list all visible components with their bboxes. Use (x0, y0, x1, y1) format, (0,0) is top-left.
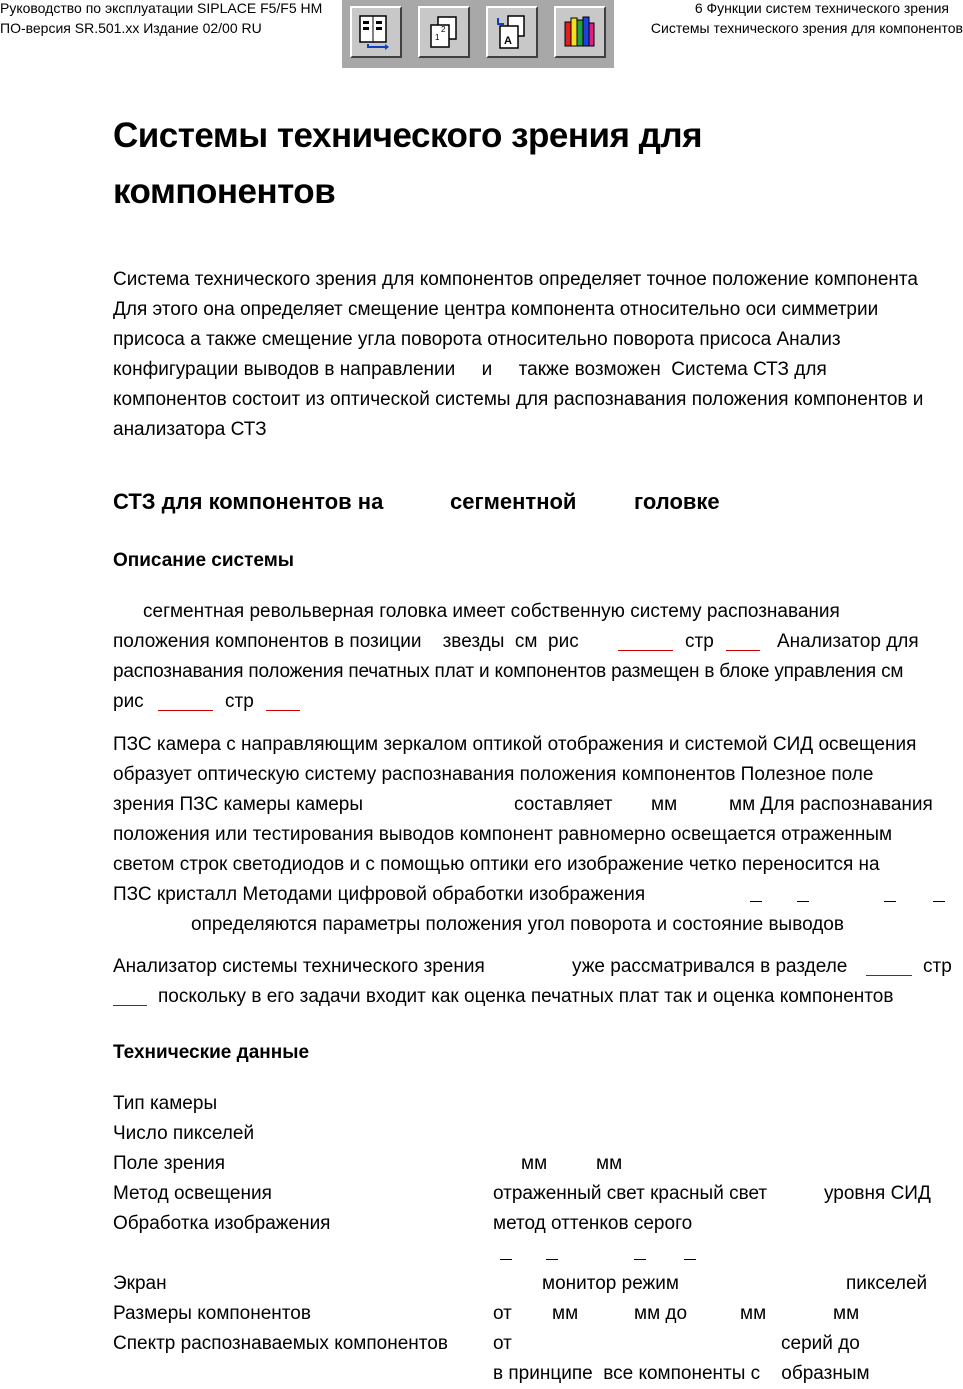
blank-dash (797, 887, 809, 902)
description-p1-fig-label: рис (113, 691, 144, 712)
svg-text:2: 2 (441, 25, 446, 34)
page-title-line2: компонентов (113, 172, 336, 211)
tech-label: Поле зрения (113, 1153, 225, 1174)
description-p2-line: зрения ПЗС камеры камеры (113, 794, 364, 815)
tech-label: Экран (113, 1273, 167, 1294)
description-p3-page-label: стр (923, 956, 952, 977)
tech-value: серий до (781, 1333, 860, 1354)
section-heading-part1: СТЗ для компонентов на (113, 489, 384, 514)
description-p2-line: образует оптическую систему распознавания положения компонентов Полезное поле (113, 764, 874, 785)
tech-value: от (493, 1333, 512, 1354)
tech-value: мм (552, 1303, 579, 1324)
tech-label: Размеры компонентов (113, 1303, 311, 1324)
tech-value: мм (596, 1153, 623, 1174)
blank-dash (933, 887, 945, 902)
library-books-icon (562, 14, 598, 50)
pages-icon (426, 14, 462, 50)
svg-text:A: A (504, 35, 512, 47)
blank-dash (634, 1245, 646, 1260)
figure-reference-link[interactable] (158, 690, 213, 711)
intro-line: конфигурации выводов в направлении и также возможен Система СТЗ для (113, 359, 827, 380)
tech-label: Метод освещения (113, 1183, 272, 1204)
tech-value: мм (521, 1153, 548, 1174)
description-p3-line: поскольку в его задачи входит как оценка печатных плат так и оценка компонентов (158, 986, 894, 1007)
tech-value: мм (740, 1303, 767, 1324)
pages-button[interactable] (418, 6, 470, 58)
description-p1-line: распознавания положения печатных плат и компонентов размещен в блоке управления см (113, 661, 904, 682)
tech-heading: Технические данные (113, 1042, 310, 1063)
section-heading-part3: головке (634, 489, 720, 514)
library-button[interactable] (554, 6, 606, 58)
blank-dash (684, 1245, 696, 1260)
description-p1-line: Анализатор для (777, 631, 919, 652)
blank-dash (500, 1245, 512, 1260)
figure-reference-link[interactable] (618, 630, 673, 651)
description-p1-page-label: стр (685, 631, 714, 652)
tech-value: монитор режим (542, 1273, 679, 1294)
intro-line: анализатора СТЗ (113, 419, 267, 440)
tech-value: от (493, 1303, 512, 1324)
tech-value: мм (833, 1303, 860, 1324)
header-manual-title: Руководство по эксплуатации SIPLACE F5/F5 HM (0, 0, 323, 16)
intro-line: Для этого она определяет смещение центра компонента относительно оси симметрии (113, 299, 879, 320)
table-of-contents-icon (358, 14, 394, 50)
description-p2-line: светом строк светодиодов и с помощью оптики его изображение четко переносится на (113, 854, 880, 875)
description-p2-fragment: мм Для распознавания (729, 794, 933, 815)
blank-dash (884, 887, 896, 902)
page-reference-link[interactable] (726, 630, 760, 651)
page-title (113, 108, 873, 220)
section-heading-part2: сегментной (450, 489, 577, 514)
description-p2-line: ПЗС кристалл Методами цифровой обработки изображения (113, 884, 646, 905)
intro-line: Система технического зрения для компонентов определяет точное положение компонента (113, 269, 918, 290)
tech-value: метод оттенков серого (493, 1213, 693, 1234)
description-p2-unit: мм (651, 794, 678, 815)
tech-value: уровня СИД (824, 1183, 931, 1204)
page-reference-link[interactable] (113, 985, 147, 1006)
intro-line: компонентов состоит из оптической системы для распознавания положения компонентов и (113, 389, 924, 410)
description-p3-line: Анализатор системы технического зрения (113, 956, 485, 977)
header-section: Системы технического зрения для компонентов (650, 20, 963, 36)
tech-value: в принципе все компоненты с образным (493, 1363, 870, 1384)
description-p2-line: ПЗС камера с направляющим зеркалом оптикой отображения и системой СИД освещения (113, 734, 917, 755)
tech-value: отраженный свет красный свет (493, 1183, 768, 1204)
navigation-toolbar (342, 0, 614, 68)
description-p2-line: положения или тестирования выводов компонент равномерно освещается отраженным (113, 824, 893, 845)
page-title-line1: Системы технического зрения для (113, 116, 703, 155)
tech-value: пикселей (846, 1273, 928, 1294)
header-version: ПО-версия SR.501.xx Издание 02/00 RU (0, 20, 262, 36)
tech-label: Тип камеры (113, 1093, 218, 1114)
header-chapter: 6 Функции систем технического зрения (694, 0, 949, 16)
page-reference-link[interactable] (266, 690, 300, 711)
svg-text:1: 1 (435, 33, 440, 42)
intro-line: присоса а также смещение угла поворота относительно поворота присоса Анализ (113, 329, 841, 350)
tech-label: Спектр распознаваемых компонентов (113, 1333, 448, 1354)
description-p2-fragment: составляет (514, 794, 613, 815)
description-p2-line: определяются параметры положения угол поворота и состояние выводов (191, 914, 844, 935)
index-icon (494, 14, 530, 50)
description-p3-fragment: уже рассматривался в разделе (572, 956, 848, 977)
blank-dash (750, 887, 762, 902)
tech-label: Обработка изображения (113, 1213, 331, 1234)
tech-label: Число пикселей (113, 1123, 255, 1144)
description-p1-line: положения компонентов в позиции звезды см рис (113, 631, 579, 652)
description-p1-line: сегментная револьверная головка имеет собственную систему распознавания (143, 601, 840, 622)
section-reference-link[interactable] (866, 955, 912, 976)
tech-value: мм до (634, 1303, 688, 1324)
description-p1-page-label: стр (225, 691, 254, 712)
description-heading: Описание системы (113, 550, 295, 571)
contents-button[interactable] (350, 6, 402, 58)
blank-dash (546, 1245, 558, 1260)
index-button[interactable] (486, 6, 538, 58)
